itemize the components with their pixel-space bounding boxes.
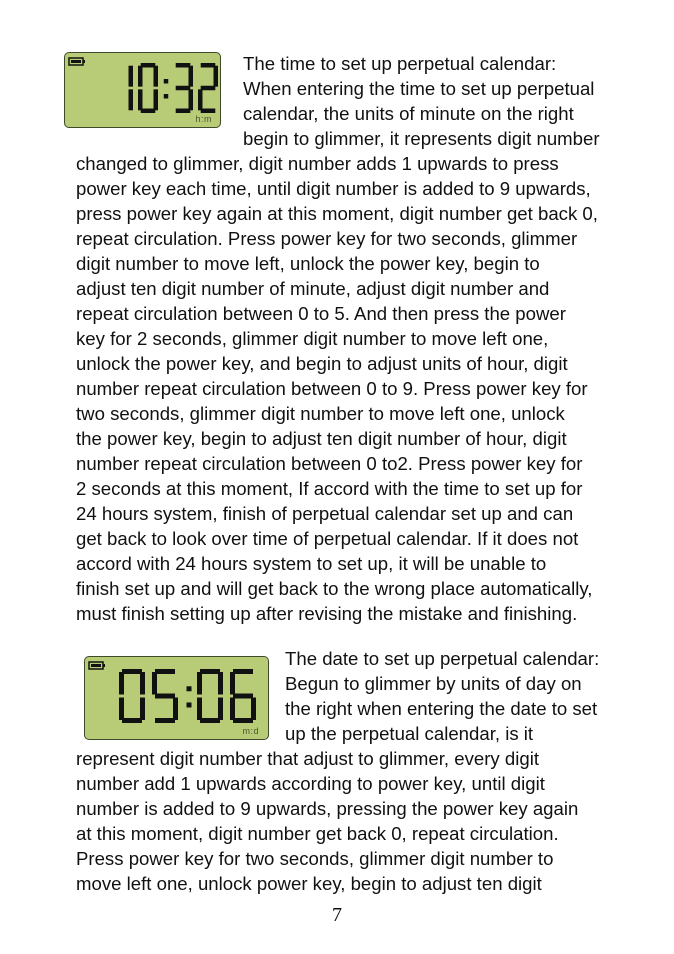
battery-icon [89, 662, 105, 669]
lcd-segment [140, 698, 145, 721]
text-line: finish set up and will get back to the wrong place automatically, [76, 578, 593, 599]
text-line: repeat circulation between 0 to 5. And then press the power [76, 303, 566, 324]
lcd-unit-label: h:m [195, 114, 212, 124]
lcd-segment [176, 109, 191, 114]
lcd-segment [173, 698, 178, 721]
lcd-segment [233, 718, 253, 723]
lcd-segment [233, 694, 253, 699]
text-line: digit number to move left, unlock the power key, begin to [76, 253, 540, 274]
text-line: represent digit number that adjust to glimmer, every digit [76, 748, 540, 769]
lcd-unit-label: m:d [242, 726, 259, 736]
lcd-colon [187, 686, 192, 691]
lcd-segment [197, 698, 202, 721]
lcd-segment [119, 698, 124, 721]
text-line: must finish setting up after revising the mistake and finishing. [76, 603, 578, 624]
lcd-segment [141, 63, 156, 68]
text-line: the right when entering the date to set [285, 698, 598, 719]
text-line: begin to glimmer, it represents digit number [243, 128, 600, 149]
lcd-segment [154, 66, 159, 87]
text-line: 2 seconds at this moment, If accord with the time to set up for [76, 478, 583, 499]
text-line: key for 2 seconds, glimmer digit number to move left one, [76, 328, 549, 349]
lcd-segment [198, 89, 203, 110]
lcd-segment [201, 109, 216, 114]
lcd-segment [176, 63, 191, 68]
text-line: adjust ten digit number of minute, adjust digit number and [76, 278, 550, 299]
lcd-segment [197, 672, 202, 695]
lcd-segment [214, 66, 219, 87]
lcd-segment [230, 698, 235, 721]
page-number: 7 [332, 904, 342, 926]
lcd-segment [155, 669, 175, 674]
text-line: up the perpetual calendar, is it [285, 723, 534, 744]
lcd-segment [129, 89, 134, 110]
lcd-segment [218, 698, 223, 721]
lcd-segment [230, 672, 235, 695]
lcd-segment [155, 694, 175, 699]
text-line: press power key again at this moment, digit number get back 0, [76, 203, 598, 224]
text-line: power key each time, until digit number is added to 9 upwards, [76, 178, 591, 199]
lcd-segment [201, 63, 216, 68]
lcd-colon [164, 94, 169, 99]
text-line: 24 hours system, finish of perpetual calendar set up and can [76, 503, 574, 524]
text-line: the power key, begin to adjust ten digit number of hour, digit [76, 428, 567, 449]
lcd-segment [122, 669, 142, 674]
text-line: repeat circulation. Press power key for two seconds, glimmer [76, 228, 578, 249]
lcd-segment [233, 669, 253, 674]
text-line: number is added to 9 upwards, pressing the power key again [76, 798, 579, 819]
lcd-segment [200, 718, 220, 723]
lcd-segment [138, 66, 143, 87]
lcd-segment [152, 672, 157, 695]
text-line: number add 1 upwards according to power key, until digit [76, 773, 545, 794]
lcd-segment [119, 672, 124, 695]
battery-icon [69, 58, 85, 65]
text-line: number repeat circulation between 0 to 9. Press power key for [76, 378, 588, 399]
text-line: get back to look over time of perpetual calendar. If it does not [76, 528, 579, 549]
lcd-date-display [84, 656, 269, 740]
lcd-segment [140, 672, 145, 695]
lcd-segment [201, 86, 216, 91]
lcd-segment [200, 669, 220, 674]
lcd-segment [122, 718, 142, 723]
lcd-segment [218, 672, 223, 695]
lcd-segment [155, 718, 175, 723]
lcd-segment [141, 109, 156, 114]
text-line: When entering the time to set up perpetual [243, 78, 595, 99]
text-line: calendar, the units of minute on the right [243, 103, 574, 124]
lcd-time-display [64, 52, 221, 128]
text-line: number repeat circulation between 0 to2. Press power key for [76, 453, 583, 474]
lcd-segment [251, 698, 256, 721]
text-line: unlock the power key, and begin to adjust units of hour, digit [76, 353, 568, 374]
lcd-colon [187, 702, 192, 707]
text-line: Begun to glimmer by units of day on [285, 673, 582, 694]
text-line: move left one, unlock power key, begin to adjust ten digit [76, 873, 542, 894]
lcd-segment [129, 66, 134, 87]
lcd-segment [154, 89, 159, 110]
text-line: The time to set up perpetual calendar: [243, 53, 557, 74]
lcd-colon [164, 79, 169, 84]
lcd-segment [189, 89, 194, 110]
text-line: changed to glimmer, digit number adds 1 upwards to press [76, 153, 559, 174]
text-line: The date to set up perpetual calendar: [285, 648, 600, 669]
text-line: Press power key for two seconds, glimmer digit number to [76, 848, 554, 869]
lcd-segment [138, 89, 143, 110]
text-line: two seconds, glimmer digit number to move left one, unlock [76, 403, 565, 424]
lcd-segment [176, 86, 191, 91]
text-line: at this moment, digit number get back 0, repeat circulation. [76, 823, 559, 844]
text-line: accord with 24 hours system to set up, it will be unable to [76, 553, 547, 574]
lcd-segment [189, 66, 194, 87]
